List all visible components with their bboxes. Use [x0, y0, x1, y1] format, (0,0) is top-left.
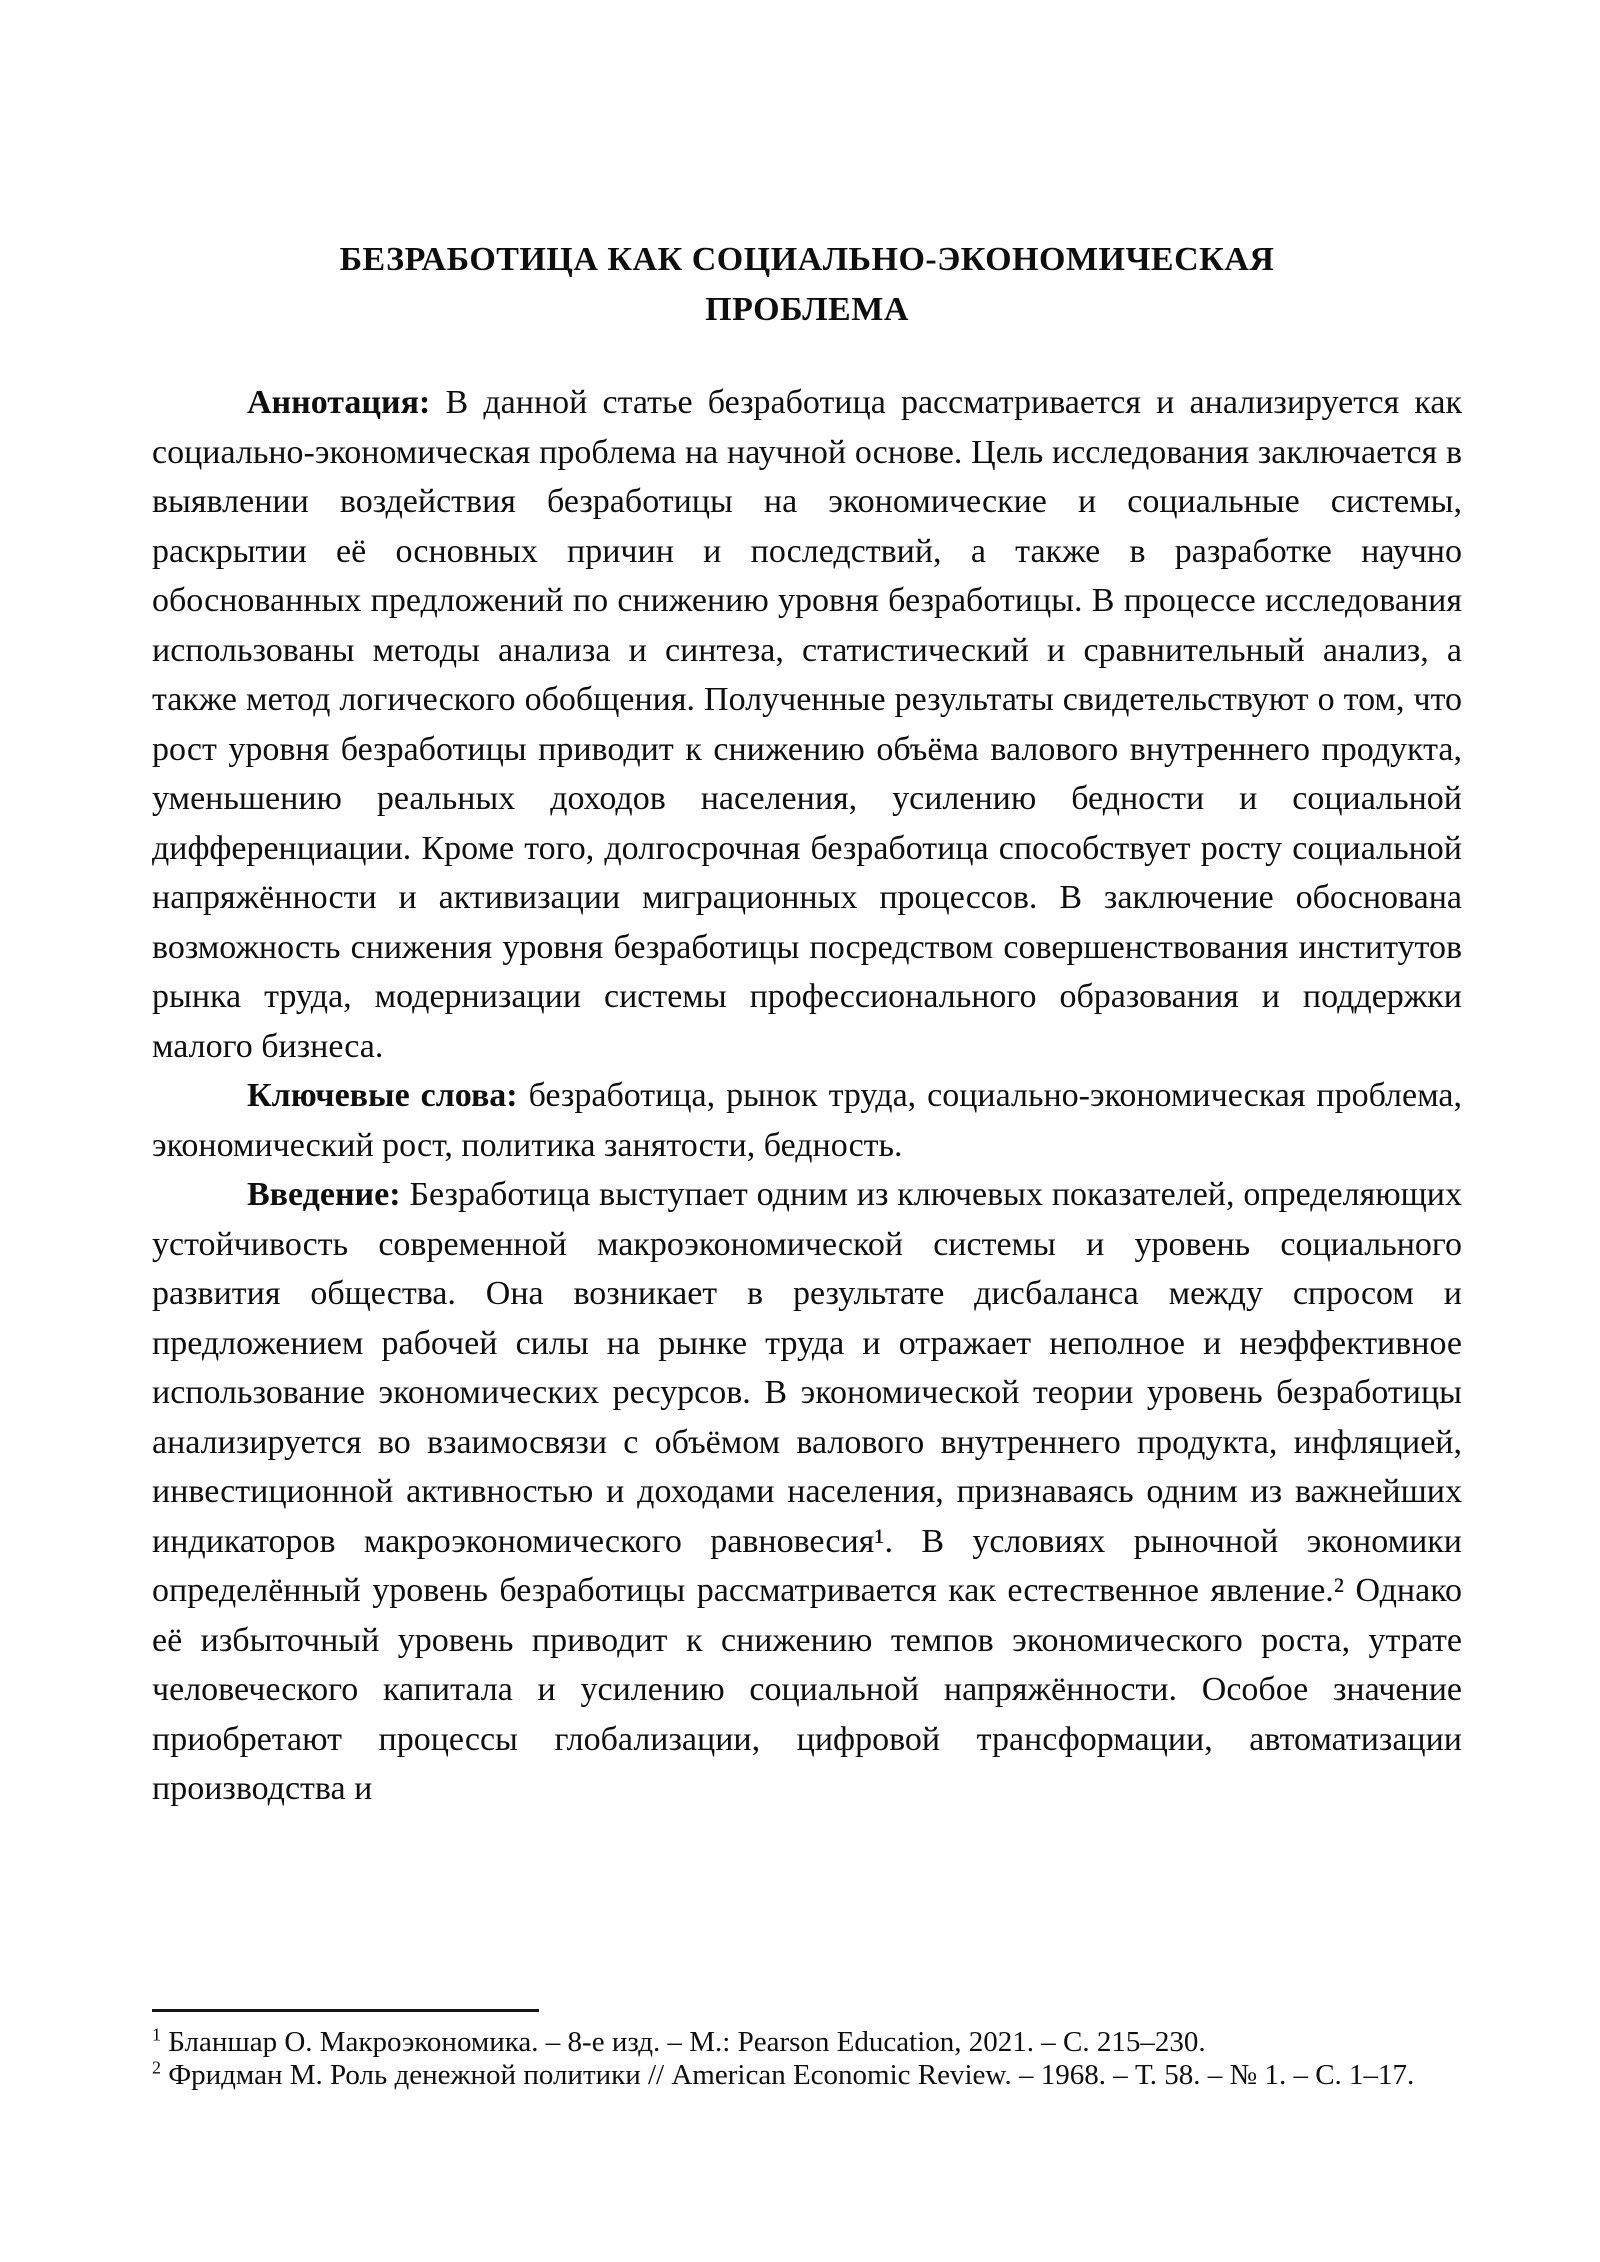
abstract-paragraph	[152, 378, 1462, 1071]
footnote-area	[152, 2009, 1462, 2092]
footnote-2	[152, 2059, 1462, 2092]
introduction-label: Введение:	[247, 1176, 401, 1213]
footnote-separator-rule	[152, 2009, 539, 2012]
abstract-label: Аннотация:	[247, 384, 431, 421]
document-body	[152, 235, 1462, 1814]
footnote-1-text: Бланшар О. Макроэкономика. – 8-е изд. – М.: Pearson Education, 2021. – С. 215–230.	[168, 2026, 1206, 2058]
abstract-text: В данной статье безработица рассматривается и анализируется как социально-экономическая проблема на научной основе. Цель исследования заключается в выявлении воздействия безработицы на экономические и социальные системы, раскрытии её основных причин и последствий, а также в разработке научно обоснованных предложений по снижению уровня безработицы. В процессе исследования использованы методы анализа и синтеза, статистический и сравнительный анализ, а также метод логического обобщения. Полученные результаты свидетельствуют о том, что рост уровня безработицы приводит к снижению объёма валового внутреннего продукта, уменьшению реальных доходов населения, усилению бедности и социальной дифференциации. Кроме того, долгосрочная безработица способствует росту социальной напряжённости и активизации миграционных процессов. В заключение обоснована возможность снижения уровня безработицы посредством совершенствования институтов рынка труда, модернизации системы профессионального образования и поддержки малого бизнеса.	[152, 384, 1463, 1065]
article-title	[152, 235, 1462, 334]
footnote-2-marker: 2	[152, 2057, 161, 2078]
footnote-1-marker: 1	[152, 2024, 161, 2045]
introduction-paragraph	[152, 1170, 1462, 1814]
keywords-text: безработица, рынок труда, социально-экономическая проблема, экономический рост, политика занятости, бедность.	[152, 1077, 1462, 1164]
introduction-text: Безработица выступает одним из ключевых показателей, определяющих устойчивость современной макроэкономической системы и уровень социального развития общества. Она возникает в результате дисбаланса между спросом и предложением рабочей силы на рынке труда и отражает неполное и неэффективное использование экономических ресурсов. В экономической теории уровень безработицы анализируется во взаимосвязи с объёмом валового внутреннего продукта, инфляцией, инвестиционной активностью и доходами населения, признаваясь одним из важнейших индикаторов макроэкономического равновесия¹. В условиях рыночной экономики определённый уровень безработицы рассматривается как естественное явление.² Однако её избыточный уровень приводит к снижению темпов экономического роста, утрате человеческого капитала и усилению социальной напряжённости. Особое значение приобретают процессы глобализации, цифровой трансформации, автоматизации производства и	[152, 1176, 1463, 1807]
article-title-line1: БЕЗРАБОТИЦА КАК СОЦИАЛЬНО-ЭКОНОМИЧЕСКАЯ	[339, 241, 1275, 278]
footnote-2-text: Фридман М. Роль денежной политики // American Economic Review. – 1968. – Т. 58. – № 1. – С. 1–17.	[168, 2059, 1415, 2091]
keywords-paragraph	[152, 1071, 1462, 1170]
footnote-1	[152, 2026, 1462, 2059]
keywords-label: Ключевые слова:	[247, 1077, 518, 1114]
article-title-line2: ПРОБЛЕМА	[705, 290, 909, 328]
